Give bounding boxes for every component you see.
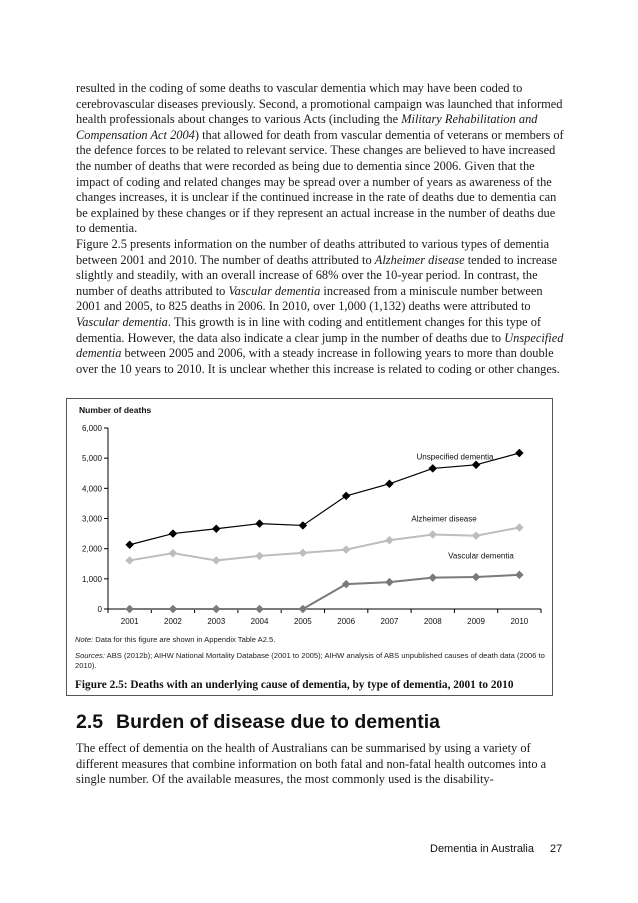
data-point [256,605,264,613]
section-heading [76,711,440,734]
series-label: Vascular dementia [448,551,514,561]
data-point [256,520,264,528]
data-point [385,480,393,488]
note-text: Data for this figure are shown in Appendix Table A2.5. [93,635,276,644]
series-line [130,453,520,545]
x-tick-label: 2010 [510,617,529,626]
x-tick-label: 2007 [380,617,399,626]
y-tick-label: 4,000 [81,484,102,494]
x-tick-label: 2009 [467,617,485,626]
data-point [299,549,307,557]
data-point [385,578,393,586]
data-point [212,525,220,533]
data-point [126,605,134,613]
data-point [342,492,350,500]
x-tick-label: 2005 [293,617,312,626]
series-label: Unspecified dementia [416,452,494,462]
x-tick-label: 2001 [120,617,139,626]
body-paragraph-3 [76,741,566,788]
data-point [169,549,177,557]
data-point [472,573,480,581]
figure-sources [75,651,545,671]
note-label: Note: [75,635,94,644]
y-tick-label: 6,000 [81,424,102,433]
p2-text-a: Figure 2.5 presents information on the number of deaths attributed to various types of dementia between 2001 and 2010. The number of deaths attributed to [76,237,550,267]
p2-term-vascular-1: Vascular dementia [228,283,321,298]
chart-series [126,449,524,613]
data-point [299,521,307,529]
dementia-deaths-line-chart [67,399,552,635]
p1-text-c: ) that allowed for death from vascular dementia of veterans or members of the defence forces to be related to relevant service. These changes are believed to have increased the number of deaths that were recorded as being due to dementia since 2006. Given that the impact of coding and related changes may be spread over a number of years as awareness of the changes increases, it is unclear if the continued increase in the rate of deaths due to dementia can be explained by these changes or if they represent an actual increase in the number of deaths due to dementia. [76,127,564,236]
y-axis-label: Number of deaths [79,405,152,415]
data-point [342,580,350,588]
data-point [126,556,134,564]
data-point [515,524,523,532]
body-paragraph-2 [76,237,566,377]
p2-text-e: increased from a miniscule number between 2001 and 2005, to 825 deaths in 2006. In 2010, over 1,000 (1,132) deaths were attributed to [76,283,543,314]
x-tick-label: 2008 [423,617,442,626]
data-point [212,605,220,613]
p1-text-a: resulted in the coding of some deaths to vascular dementia which may have been coded to cerebrovascular diseases previously. Second, a promotional campaign was launched that informed health professionals about changes to various Acts (including the [76,81,563,127]
y-tick-label: 5,000 [81,454,102,464]
x-tick-label: 2003 [207,617,226,626]
data-point [385,536,393,544]
data-point [515,449,523,457]
data-point [342,546,350,554]
y-tick-label: 2,000 [81,544,102,554]
y-tick-label: 3,000 [81,514,102,524]
p2-text-g: . This growth is in line with coding and entitlement changes for this type of dementia. However, the data also indicate a clear jump in the number of deaths due to [76,314,542,345]
y-axis-ticks [82,424,108,614]
series-labels [411,453,514,561]
p2-term-vascular-2: Vascular dementia [76,314,168,329]
figure-box [66,398,553,696]
sources-text: ABS (2012b); AIHW National Mortality Database (2001 to 2005); AIHW analysis of ABS unpublished causes of death data (2006 to 2010). [75,651,545,670]
data-point [472,532,480,540]
body-paragraph-1 [76,81,566,237]
x-tick-label: 2002 [164,617,182,626]
series-line [130,575,520,609]
p3-text: The effect of dementia on the health of Australians can be summarised by using a variety of different measures that combine information on both fatal and non-fatal health outcomes into a single number. Of the available measures, the most commonly used is the disability- [76,741,547,787]
sources-label: Sources: [75,651,105,660]
y-tick-label: 0 [97,605,102,614]
data-point [472,461,480,469]
x-tick-label: 2006 [337,617,356,626]
data-point [256,552,264,560]
section-number: 2.5 [76,711,104,733]
data-point [212,556,220,564]
data-point [515,571,523,579]
figure-caption: Figure 2.5: Deaths with an underlying cause of dementia, by type of dementia, 2001 to 2010 [75,679,514,691]
series-label: Alzheimer disease [411,514,477,524]
p1-act-name: Military Rehabilitation and Compensation Act 2004 [76,112,538,142]
section-title: Burden of disease due to dementia [116,711,440,733]
x-tick-label: 2004 [250,617,269,626]
data-point [299,605,307,613]
data-point [429,464,437,472]
y-tick-label: 1,000 [81,574,102,584]
p2-term-unspecified: Unspecified dementia [76,330,564,361]
p2-text-c: tended to increase slightly and steadily, with an overall increase of 68% over the 10-year period. In contrast, the number of deaths attributed to [76,252,558,298]
footer-title: Dementia in Australia [430,843,534,855]
p2-term-alzheimer: Alzheimer disease [374,252,465,267]
data-point [126,541,134,549]
figure-note [75,635,275,644]
data-point [169,605,177,613]
data-point [169,530,177,538]
data-point [429,530,437,538]
p2-text-i: between 2005 and 2006, with a steady increase in following years to more than double over the 10 years to 2010. It is unclear whether this increase is related to coding or other changes. [76,346,560,376]
page-number: 27 [550,843,563,855]
data-point [429,574,437,582]
